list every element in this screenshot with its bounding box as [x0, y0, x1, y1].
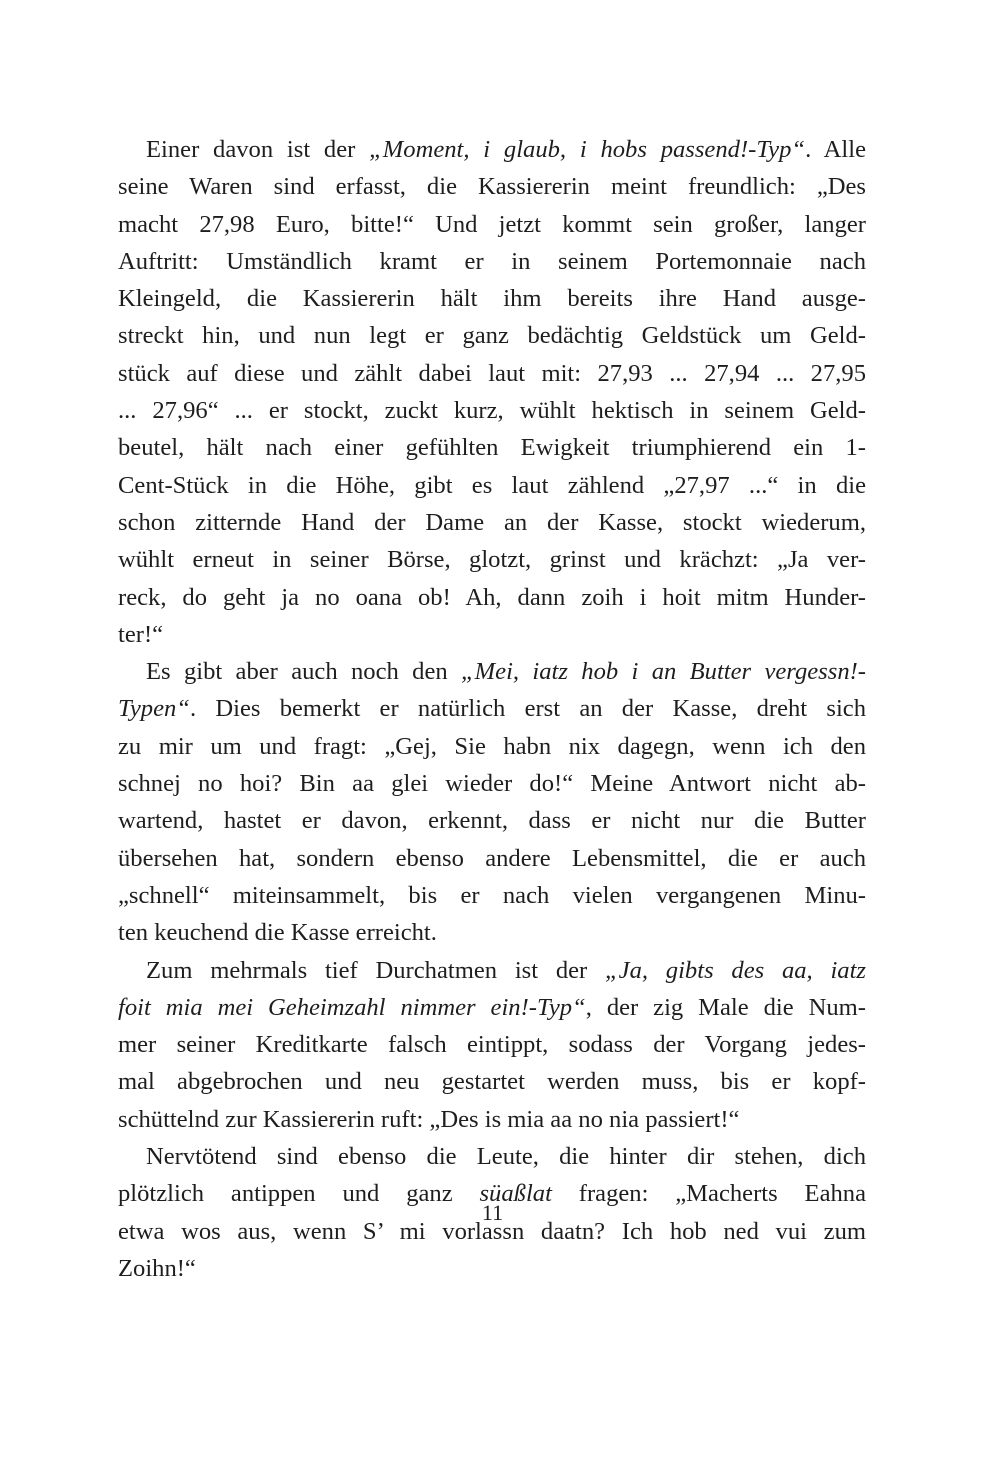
text-segment: . Alle: [805, 136, 866, 163]
paragraph: [118, 952, 866, 1138]
italic-text: Typen“: [118, 695, 190, 723]
text-segment: Zoihn!“: [118, 1254, 196, 1282]
text-line: [118, 616, 866, 653]
text-segment: Auftritt: Umständlich kramt er in seinem Portemonnaie nach: [118, 247, 866, 275]
text-segment: etwa wos aus, wenn S’ mi vorlassn daatn? Ich hob ned vui zum: [118, 1217, 866, 1245]
text-segment: Es gibt aber auch noch den: [146, 658, 461, 686]
italic-text: süaßlat: [479, 1180, 552, 1208]
page-number: 11: [481, 1200, 504, 1225]
text-segment: schon zitternde Hand der Dame an der Kasse, stockt wiederum,: [118, 508, 866, 536]
paragraph: [118, 131, 866, 653]
text-line: [118, 728, 866, 765]
text-line: [118, 467, 866, 504]
text-segment: plötzlich antippen und ganz: [118, 1180, 480, 1208]
text-segment: mal abgebrochen und neu gestartet werden muss, bis er kopf-: [118, 1068, 866, 1096]
text-line: [118, 989, 866, 1026]
text-segment: Zum mehrmals tief Durchatmen ist der: [146, 956, 605, 984]
text-segment: macht 27,98 Euro, bitte!“ Und jetzt kommt sein großer, langer: [118, 210, 866, 238]
text-line: [118, 1101, 866, 1138]
text-line: [118, 877, 866, 914]
italic-text: „Mei, iatz hob i an Butter vergessn!-: [461, 658, 866, 686]
text-line: [118, 243, 866, 280]
text-segment: reck, do geht ja no oana ob! Ah, dann zoih i hoit mitm Hunder-: [118, 583, 866, 611]
text-line: [118, 504, 866, 541]
text-line: [118, 355, 866, 392]
text-line: [118, 840, 866, 877]
text-segment: wühlt erneut in seiner Börse, glotzt, grinst und krächzt: „Ja ver-: [118, 546, 866, 574]
text-segment: Einer davon ist der: [146, 136, 370, 163]
text-line: [118, 690, 866, 727]
text-segment: . Dies bemerkt er natürlich erst an der Kasse, dreht sich: [189, 695, 866, 723]
text-line: [118, 914, 866, 951]
text-segment: schnej no hoi? Bin aa glei wieder do!“ Meine Antwort nicht ab-: [118, 770, 866, 798]
text-segment: ten keuchend die Kasse erreicht.: [118, 919, 437, 947]
italic-text: „Moment, i glaub, i hobs passend!-Typ“: [369, 136, 806, 163]
text-segment: übersehen hat, sondern ebenso andere Lebensmittel, die er auch: [118, 844, 866, 872]
italic-text: „Ja, gibts des aa, iatz: [605, 956, 866, 984]
text-line: [118, 802, 866, 839]
paragraph: [118, 653, 866, 951]
text-line: [118, 168, 866, 205]
body-text: [118, 131, 866, 1287]
text-segment: Cent-Stück in die Höhe, gibt es laut zählend „27,97 ...“ in die: [118, 471, 866, 499]
text-line: [118, 952, 866, 989]
text-segment: streckt hin, und nun legt er ganz bedächtig Geldstück um Geld-: [118, 322, 866, 350]
text-segment: zu mir um und fragt: „Gej, Sie habn nix dagegn, wenn ich den: [118, 732, 866, 760]
text-line: [118, 579, 866, 616]
text-segment: stück auf diese und zählt dabei laut mit: 27,93 ... 27,94 ... 27,95: [118, 359, 866, 387]
text-segment: beutel, hält nach einer gefühlten Ewigkeit triumphierend ein 1-: [118, 434, 866, 462]
text-segment: Nervtötend sind ebenso die Leute, die hinter dir stehen, dich: [146, 1143, 866, 1171]
text-line: [118, 317, 866, 354]
text-line: [118, 1250, 866, 1287]
text-line: [118, 1138, 866, 1175]
text-line: [118, 206, 866, 243]
text-segment: ter!“: [118, 620, 164, 648]
text-segment: , der zig Male die Num-: [585, 993, 866, 1021]
text-line: [118, 1063, 866, 1100]
text-segment: „schnell“ miteinsammelt, bis er nach vielen vergangenen Minu-: [118, 881, 866, 909]
text-segment: Kleingeld, die Kassiererin hält ihm bereits ihre Hand ausge-: [118, 285, 866, 313]
text-segment: ... 27,96“ ... er stockt, zuckt kurz, wühlt hektisch in seinem Geld-: [118, 397, 866, 425]
text-line: [118, 280, 866, 317]
text-segment: seine Waren sind erfasst, die Kassiererin meint freundlich: „Des: [118, 173, 866, 201]
text-line: [118, 392, 866, 429]
italic-text: foit mia mei Geheimzahl nimmer ein!-Typ“: [118, 993, 586, 1021]
text-segment: schüttelnd zur Kassiererin ruft: „Des is mia aa no nia passiert!“: [118, 1105, 740, 1133]
text-line: [118, 765, 866, 802]
text-line: [118, 131, 866, 168]
text-segment: wartend, hastet er davon, erkennt, dass er nicht nur die Butter: [118, 807, 866, 835]
text-line: [118, 1026, 866, 1063]
text-segment: fragen: „Macherts Eahna: [551, 1180, 866, 1208]
text-segment: mer seiner Kreditkarte falsch eintippt, sodass der Vorgang jedes-: [118, 1031, 866, 1059]
text-line: [118, 653, 866, 690]
text-line: [118, 429, 866, 466]
text-line: [118, 541, 866, 578]
